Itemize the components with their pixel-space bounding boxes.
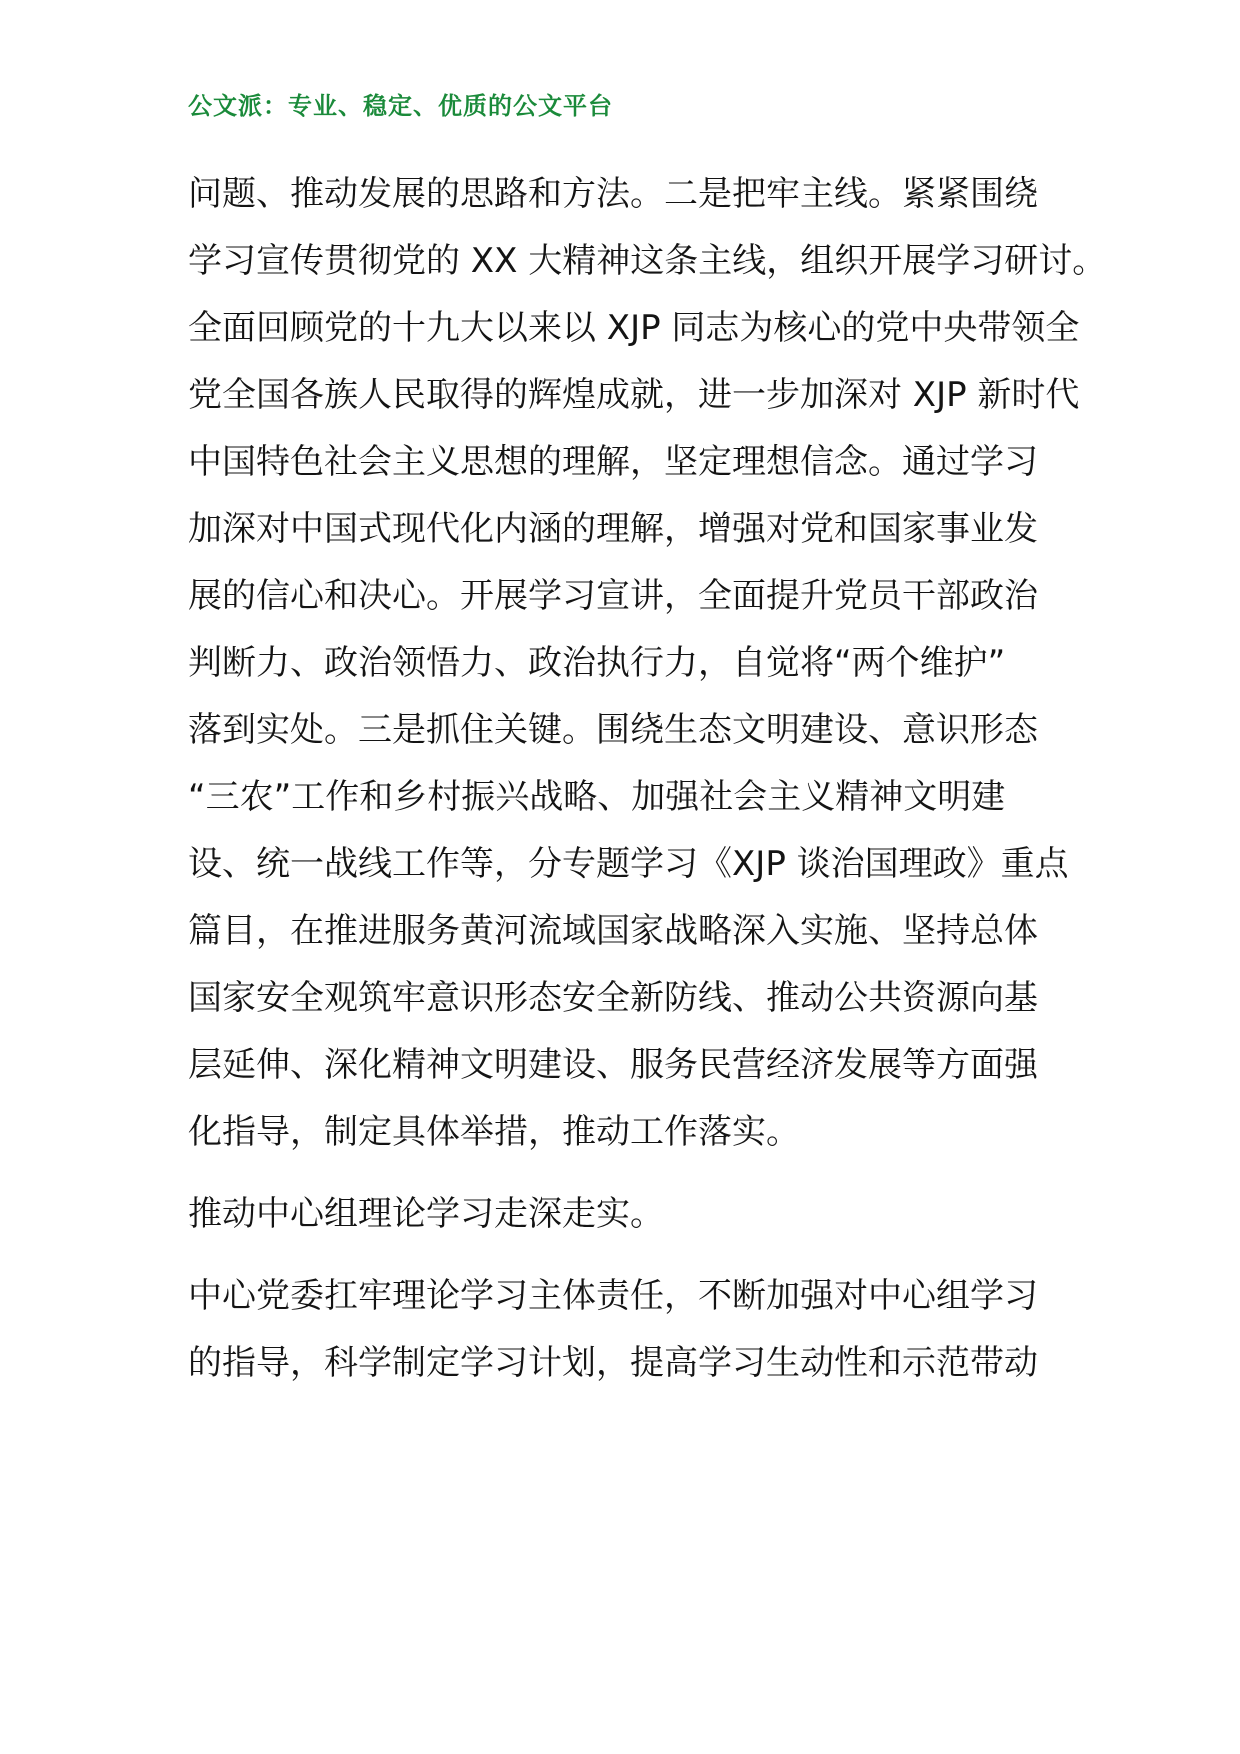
text-line: 全面回顾党的十九大以来以 XJP 同志为核心的党中央带领全 [188,308,1080,348]
text-line: 国家安全观筑牢意识形态安全新防线、推动公共资源向基 [188,978,1038,1018]
text-line: 中心党委扛牢理论学习主体责任，不断加强对中心组学习 [188,1276,1038,1316]
text-line: 设、统一战线工作等，分专题学习《XJP 谈治国理政》重点 [188,844,1069,884]
text-line: 党全国各族人民取得的辉煌成就，进一步加深对 XJP 新时代 [188,375,1080,415]
text-line: 化指导，制定具体举措，推动工作落实。 [188,1112,800,1152]
text-line: 问题、推动发展的思路和方法。二是把牢主线。紧紧围绕 [188,174,1038,214]
text-line: 加深对中国式现代化内涵的理解，增强对党和国家事业发 [188,509,1038,549]
site-header: 公文派：专业、稳定、优质的公文平台 [188,92,613,120]
text-line: 判断力、政治领悟力、政治执行力，自觉将“两个维护” [188,643,1006,683]
text-line: “三农”工作和乡村振兴战略、加强社会主义精神文明建 [188,777,1006,817]
section-heading: 推动中心组理论学习走深走实。 [188,1194,664,1234]
text-line: 展的信心和决心。开展学习宣讲，全面提升党员干部政治 [188,576,1038,616]
text-line: 层延伸、深化精神文明建设、服务民营经济发展等方面强 [188,1045,1038,1085]
text-line: 中国特色社会主义思想的理解，坚定理想信念。通过学习 [188,442,1038,482]
text-line: 落到实处。三是抓住关键。围绕生态文明建设、意识形态 [188,710,1038,750]
text-line: 学习宣传贯彻党的 XX 大精神这条主线，组织开展学习研讨。 [188,241,1107,281]
text-line: 的指导，科学制定学习计划，提高学习生动性和示范带动 [188,1343,1038,1383]
text-line: 篇目，在推进服务黄河流域国家战略深入实施、坚持总体 [188,911,1038,951]
